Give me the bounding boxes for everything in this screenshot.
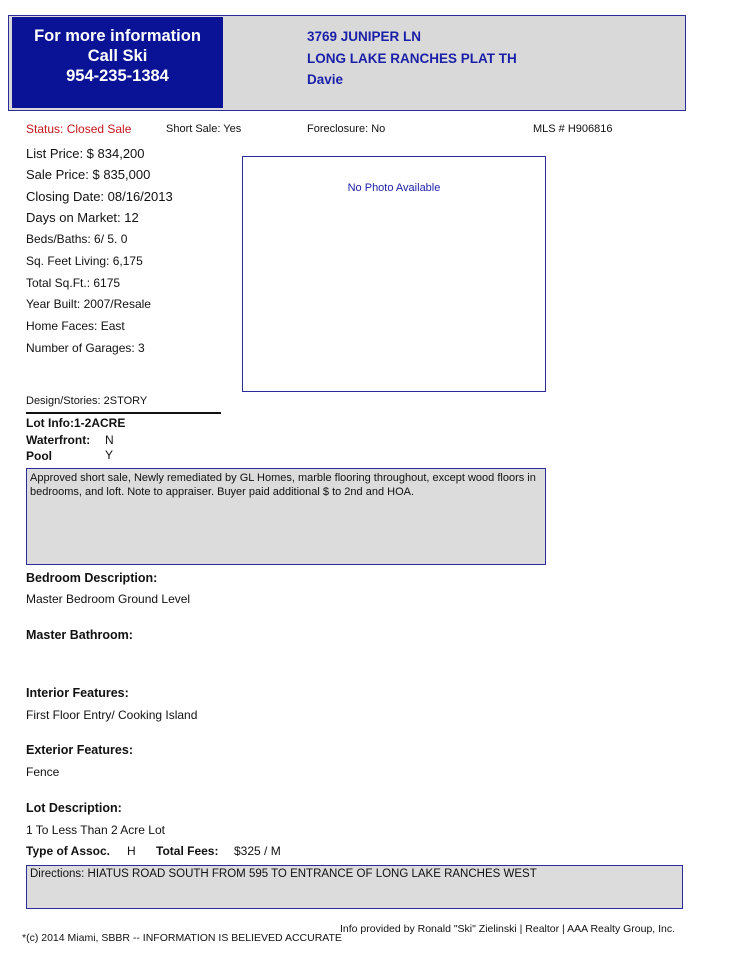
waterfront-label: Waterfront: xyxy=(26,433,91,447)
waterfront-value: N xyxy=(105,433,114,447)
status-text: Status: Closed Sale xyxy=(26,122,132,136)
garages: Number of Garages: 3 xyxy=(26,341,145,355)
design-stories: Design/Stories: 2STORY xyxy=(26,395,148,407)
bedroom-title: Bedroom Description: xyxy=(26,571,158,585)
contact-phone: 954-235-1384 xyxy=(66,67,169,85)
total-fees-value: $325 / M xyxy=(234,844,281,858)
contact-line1: For more information xyxy=(34,27,201,45)
lot-info: Lot Info:1-2ACRE xyxy=(26,416,126,430)
footer-provider: Info provided by Ronald "Ski" Zielinski | Realtor | AAA Realty Group, Inc. xyxy=(340,923,676,935)
foreclosure-text: Foreclosure: No xyxy=(307,123,386,135)
assoc-type-label: Type of Assoc. xyxy=(26,844,111,858)
lot-desc-title: Lot Description: xyxy=(26,801,122,815)
pool-label: Pool xyxy=(26,449,52,463)
footer-copyright: *(c) 2014 Miami, SBBR -- INFORMATION IS BELIEVED ACCURATE xyxy=(22,932,342,944)
address-street: 3769 JUNIPER LN xyxy=(307,29,422,44)
no-photo-text: No Photo Available xyxy=(347,182,441,194)
remarks-box: Approved short sale, Newly remediated by GL Homes, marble flooring throughout, except wood floors in bedrooms, and loft. Note to appraiser. Buyer paid additional $ to 2nd and HOA. xyxy=(26,468,546,565)
interior-value: First Floor Entry/ Cooking Island xyxy=(26,708,198,722)
directions-box: Directions: HIATUS ROAD SOUTH FROM 595 TO ENTRANCE OF LONG LAKE RANCHES WEST xyxy=(26,865,683,909)
pool-value: Y xyxy=(105,448,114,462)
days-on-market: Days on Market: 12 xyxy=(26,210,139,225)
exterior-value: Fence xyxy=(26,765,60,779)
closing-date: Closing Date: 08/16/2013 xyxy=(26,189,173,204)
total-fees-label: Total Fees: xyxy=(156,844,219,858)
home-faces: Home Faces: East xyxy=(26,319,125,333)
total-sqft: Total Sq.Ft.: 6175 xyxy=(26,276,121,290)
mls-number: MLS # H906816 xyxy=(533,123,613,135)
short-sale-text: Short Sale: Yes xyxy=(166,123,242,135)
list-price: List Price: $ 834,200 xyxy=(26,146,145,161)
bedroom-value: Master Bedroom Ground Level xyxy=(26,592,191,606)
address-subdivision: LONG LAKE RANCHES PLAT TH xyxy=(307,50,517,66)
exterior-title: Exterior Features: xyxy=(26,743,133,757)
interior-title: Interior Features: xyxy=(26,686,129,700)
divider xyxy=(26,412,221,414)
address-city: Davie xyxy=(307,72,344,87)
sqft-living: Sq. Feet Living: 6,175 xyxy=(26,254,143,268)
contact-line2: Call Ski xyxy=(87,47,148,65)
sale-price: Sale Price: $ 835,000 xyxy=(26,167,151,182)
contact-box xyxy=(12,17,223,108)
lot-desc-value: 1 To Less Than 2 Acre Lot xyxy=(26,823,165,837)
assoc-type-value: H xyxy=(127,844,136,858)
property-address xyxy=(307,26,517,91)
beds-baths: Beds/Baths: 6/ 5. 0 xyxy=(26,232,128,246)
master-bath-title: Master Bathroom: xyxy=(26,628,133,642)
year-built: Year Built: 2007/Resale xyxy=(26,297,151,311)
